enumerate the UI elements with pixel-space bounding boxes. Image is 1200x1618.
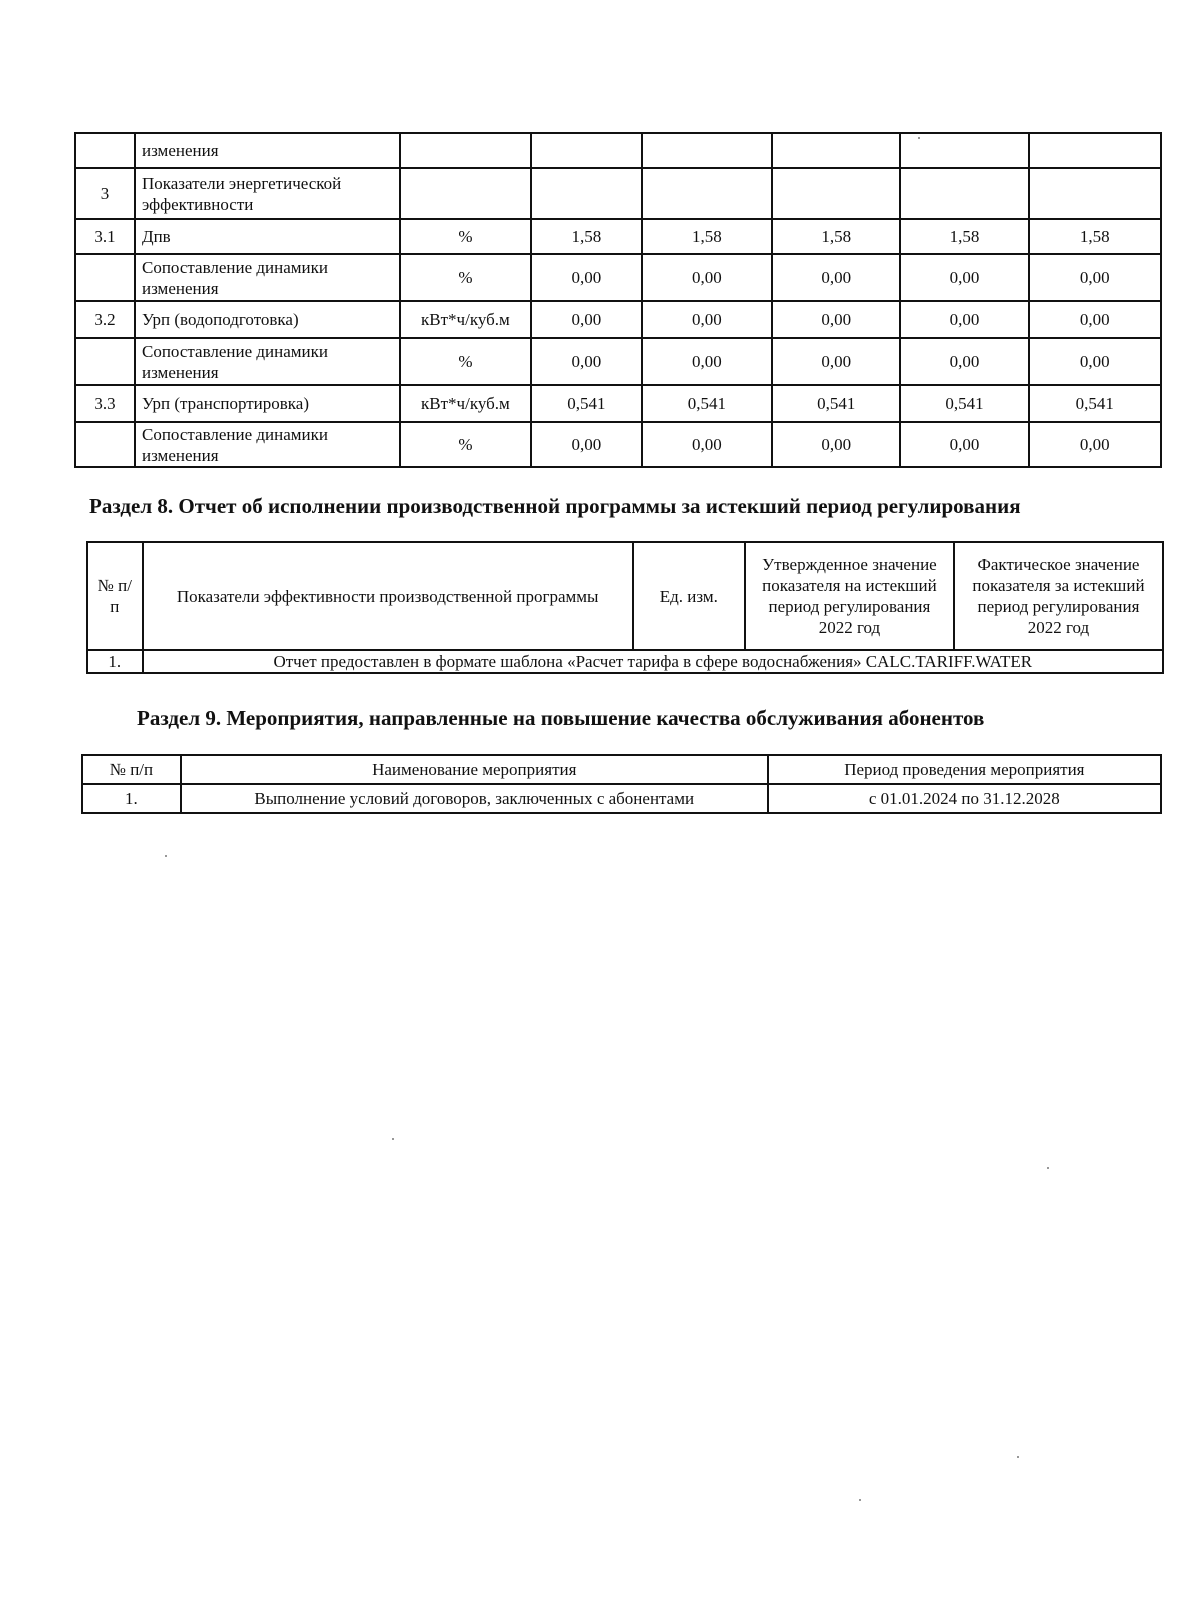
- value-cell: 1,58: [1029, 219, 1161, 254]
- row-number: [75, 254, 135, 301]
- value-cell: 0,00: [772, 254, 900, 301]
- value-cell: 0,00: [531, 422, 642, 467]
- header-indicator: Показатели эффективности производственной программы: [143, 542, 633, 650]
- indicator-name: Урп (водоподготовка): [135, 301, 400, 338]
- value-cell: [772, 168, 900, 219]
- unit-cell: [400, 168, 531, 219]
- indicator-name: Сопоставление динамики изменения: [135, 254, 400, 301]
- indicator-name: Сопоставление динамики изменения: [135, 338, 400, 385]
- row-number: [75, 338, 135, 385]
- value-cell: 1,58: [900, 219, 1028, 254]
- indicator-name: Сопоставление динамики изменения: [135, 422, 400, 467]
- value-cell: 0,00: [900, 338, 1028, 385]
- unit-cell: кВт*ч/куб.м: [400, 385, 531, 422]
- value-cell: [531, 133, 642, 168]
- header-unit: Ед. изм.: [633, 542, 745, 650]
- scan-speck: [1017, 1456, 1019, 1458]
- table-header-row: [87, 542, 1163, 650]
- table-row: [75, 422, 1161, 467]
- section-9-heading: Раздел 9. Мероприятия, направленные на повышение качества обслуживания абонентов: [137, 706, 985, 730]
- row-report-note: Отчет предоставлен в формате шаблона «Расчет тарифа в сфере водоснабжения» CALC.TARIFF.WATER: [143, 650, 1163, 673]
- value-cell: 0,00: [1029, 301, 1161, 338]
- value-cell: 0,541: [900, 385, 1028, 422]
- scan-speck: [859, 1499, 861, 1501]
- service-quality-measures-table: [81, 754, 1162, 814]
- value-cell: [1029, 133, 1161, 168]
- row-num: 1.: [87, 650, 143, 673]
- value-cell: 0,00: [642, 422, 772, 467]
- indicator-name: Показатели энергетической эффективности: [135, 168, 400, 219]
- scan-speck: [165, 855, 167, 857]
- unit-cell: %: [400, 254, 531, 301]
- value-cell: 0,00: [531, 338, 642, 385]
- indicator-name: Урп (транспортировка): [135, 385, 400, 422]
- unit-cell: кВт*ч/куб.м: [400, 301, 531, 338]
- production-program-report-table: [86, 541, 1164, 674]
- table-row: [87, 650, 1163, 673]
- header-approved: Утвержденное значение показателя на истекший период регулирования 2022 год: [745, 542, 954, 650]
- header-num: № п/п: [82, 755, 181, 784]
- value-cell: [642, 168, 772, 219]
- table-header-row: [82, 755, 1161, 784]
- value-cell: 0,00: [1029, 338, 1161, 385]
- value-cell: 0,00: [772, 301, 900, 338]
- row-name: Выполнение условий договоров, заключенных с абонентами: [181, 784, 768, 813]
- table-row: [75, 385, 1161, 422]
- value-cell: 0,00: [900, 422, 1028, 467]
- scan-speck: [392, 1138, 394, 1140]
- value-cell: [1029, 168, 1161, 219]
- section-8-heading: Раздел 8. Отчет об исполнении производственной программы за истекший период регулирования: [89, 494, 1021, 518]
- value-cell: 0,00: [900, 301, 1028, 338]
- unit-cell: %: [400, 338, 531, 385]
- value-cell: 0,00: [531, 254, 642, 301]
- table-row: [75, 338, 1161, 385]
- value-cell: 1,58: [642, 219, 772, 254]
- unit-cell: [400, 133, 531, 168]
- unit-cell: %: [400, 219, 531, 254]
- value-cell: 0,00: [900, 254, 1028, 301]
- value-cell: 0,541: [531, 385, 642, 422]
- value-cell: 0,00: [531, 301, 642, 338]
- value-cell: 0,541: [642, 385, 772, 422]
- value-cell: 0,00: [772, 422, 900, 467]
- scan-speck: [918, 137, 920, 139]
- row-number: [75, 422, 135, 467]
- table-row: [75, 254, 1161, 301]
- table-row: [75, 219, 1161, 254]
- value-cell: 0,00: [1029, 254, 1161, 301]
- scan-speck: [1047, 1167, 1049, 1169]
- table-row: [75, 301, 1161, 338]
- row-number: 3.2: [75, 301, 135, 338]
- value-cell: 0,00: [642, 338, 772, 385]
- value-cell: 0,541: [772, 385, 900, 422]
- row-number: 3.1: [75, 219, 135, 254]
- value-cell: 1,58: [531, 219, 642, 254]
- table-row: [82, 784, 1161, 813]
- indicator-name: изменения: [135, 133, 400, 168]
- value-cell: 1,58: [772, 219, 900, 254]
- table-row: [75, 133, 1161, 168]
- row-number: 3.3: [75, 385, 135, 422]
- header-actual: Фактическое значение показателя за истекший период регулирования 2022 год: [954, 542, 1163, 650]
- value-cell: [772, 133, 900, 168]
- value-cell: 0,00: [642, 301, 772, 338]
- value-cell: [900, 168, 1028, 219]
- row-number: [75, 133, 135, 168]
- energy-efficiency-table: [74, 132, 1162, 468]
- row-period: с 01.01.2024 по 31.12.2028: [768, 784, 1161, 813]
- value-cell: 0,00: [1029, 422, 1161, 467]
- row-number: 3: [75, 168, 135, 219]
- unit-cell: %: [400, 422, 531, 467]
- header-period: Период проведения мероприятия: [768, 755, 1161, 784]
- value-cell: [531, 168, 642, 219]
- indicator-name: Дпв: [135, 219, 400, 254]
- header-num: № п/п: [87, 542, 143, 650]
- header-name: Наименование мероприятия: [181, 755, 768, 784]
- value-cell: 0,00: [642, 254, 772, 301]
- value-cell: 0,541: [1029, 385, 1161, 422]
- value-cell: [642, 133, 772, 168]
- value-cell: 0,00: [772, 338, 900, 385]
- row-num: 1.: [82, 784, 181, 813]
- table-row: [75, 168, 1161, 219]
